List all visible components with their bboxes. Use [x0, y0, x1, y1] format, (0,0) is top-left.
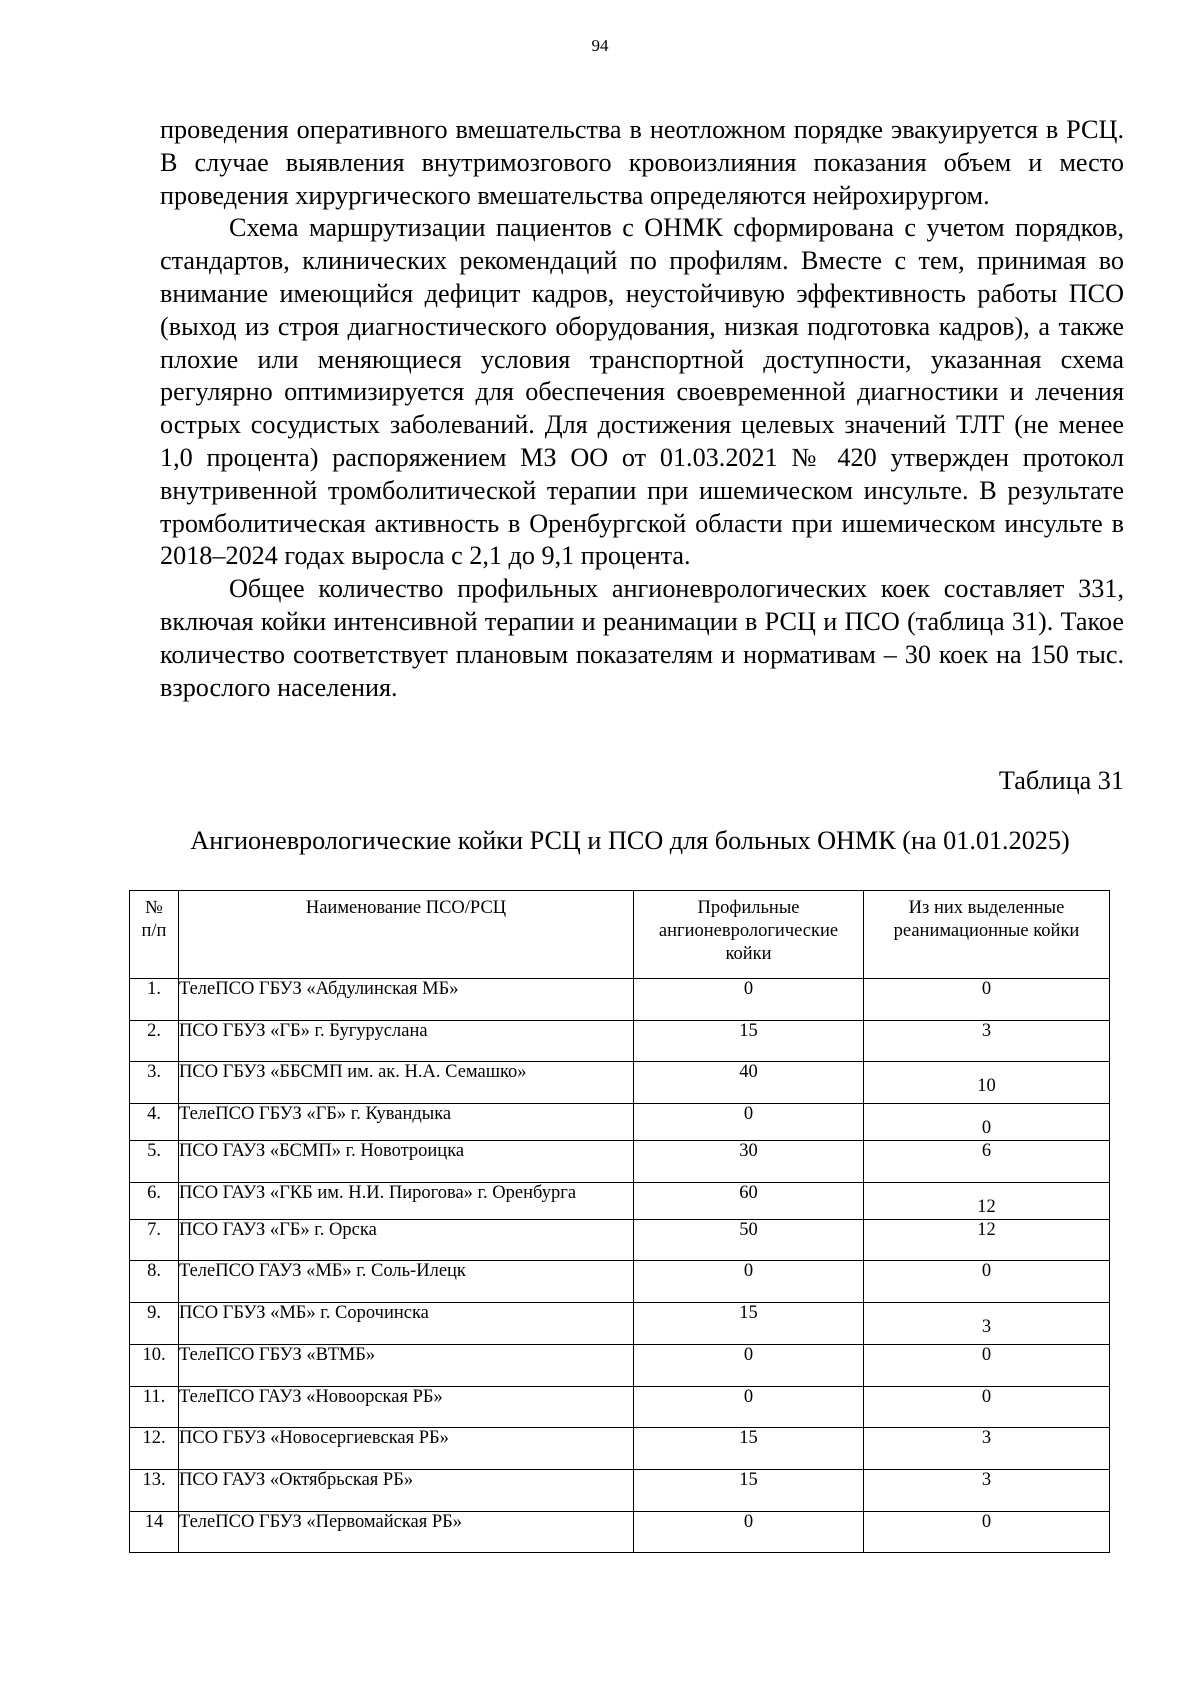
row-name: ТелеПСО ГАУЗ «МБ» г. Соль-Илецк	[179, 1261, 634, 1303]
row-resus: 0	[864, 1511, 1110, 1553]
row-name: ТелеПСО ГАУЗ «Новоорская РБ»	[179, 1386, 634, 1428]
row-beds: 0	[634, 979, 864, 1021]
row-beds: 15	[634, 1020, 864, 1062]
row-beds: 0	[634, 1104, 864, 1141]
row-name: ПСО ГБУЗ «Новосергиевская РБ»	[179, 1428, 634, 1470]
row-resus: 12	[864, 1182, 1110, 1219]
row-resus: 12	[864, 1219, 1110, 1261]
row-beds: 0	[634, 1261, 864, 1303]
table-row	[130, 1344, 1110, 1386]
table-row	[130, 1469, 1110, 1511]
row-resus: 6	[864, 1141, 1110, 1183]
table-title: Ангионеврологические койки РСЦ и ПСО для больных ОНМК (на 01.01.2025)	[190, 826, 1070, 855]
row-name: ТелеПСО ГБУЗ «ВТМБ»	[179, 1344, 634, 1386]
row-number: 6.	[130, 1182, 179, 1219]
table-row	[130, 1261, 1110, 1303]
table-row	[130, 1219, 1110, 1261]
row-name: ТелеПСО ГБУЗ «ГБ» г. Кувандыка	[179, 1104, 634, 1141]
row-number: 12.	[130, 1428, 179, 1470]
row-name: ПСО ГБУЗ «МБ» г. Сорочинска	[179, 1303, 634, 1345]
row-resus: 0	[864, 1104, 1110, 1141]
row-number: 8.	[130, 1261, 179, 1303]
row-name: ПСО ГАУЗ «ГБ» г. Орска	[179, 1219, 634, 1261]
row-resus: 3	[864, 1303, 1110, 1345]
header-no	[130, 891, 179, 979]
row-resus: 0	[864, 1386, 1110, 1428]
row-beds: 60	[634, 1182, 864, 1219]
table-number-label: Таблица 31	[998, 766, 1124, 795]
row-beds: 50	[634, 1219, 864, 1261]
row-resus: 0	[864, 979, 1110, 1021]
table-row	[130, 1020, 1110, 1062]
row-name: ПСО ГАУЗ «ГКБ им. Н.И. Пирогова» г. Оренбурга	[179, 1182, 634, 1219]
row-number: 5.	[130, 1141, 179, 1183]
row-name: ПСО ГАУЗ «БСМП» г. Новотроицка	[179, 1141, 634, 1183]
paragraph-3: Общее количество профильных ангионеврологических коек составляет 331, включая койки интенсивной терапии и реанимации в РСЦ и ПСО (таблица 31). Такое количество соответствует плановым показателям и нормативам – 30 коек на 150 тыс. взрослого населения.	[160, 574, 1124, 702]
header-name	[179, 891, 634, 979]
table-row	[130, 1428, 1110, 1470]
header-beds	[634, 891, 864, 979]
table-row	[130, 1511, 1110, 1553]
row-number: 9.	[130, 1303, 179, 1345]
table-header-row	[130, 891, 1110, 979]
header-beds-line2: ангионеврологические	[658, 921, 839, 941]
header-beds-line3: койки	[725, 944, 772, 964]
row-resus: 3	[864, 1428, 1110, 1470]
row-resus: 0	[864, 1261, 1110, 1303]
paragraph-1: проведения оперативного вмешательства в неотложном порядке эвакуируется в РСЦ. В случае выявления внутримозгового кровоизлияния показания объем и место проведения хирургического вмешательства определяются нейрохирургом.	[160, 115, 1124, 210]
row-name: ПСО ГАУЗ «Октябрьская РБ»	[179, 1469, 634, 1511]
table-row	[130, 1182, 1110, 1219]
header-no-line2: п/п	[141, 921, 167, 941]
row-beds: 15	[634, 1303, 864, 1345]
beds-table	[129, 890, 1110, 1553]
row-number: 3.	[130, 1062, 179, 1104]
row-name: ТелеПСО ГБУЗ «Первомайская РБ»	[179, 1511, 634, 1553]
header-resus-line2: реанимационные койки	[893, 921, 1080, 941]
header-no-line1: №	[145, 898, 163, 918]
row-beds: 30	[634, 1141, 864, 1183]
row-beds: 15	[634, 1469, 864, 1511]
table-row	[130, 1104, 1110, 1141]
body-text	[160, 114, 1124, 704]
row-resus: 0	[864, 1344, 1110, 1386]
row-number: 2.	[130, 1020, 179, 1062]
row-beds: 0	[634, 1386, 864, 1428]
row-name: ТелеПСО ГБУЗ «Абдулинская МБ»	[179, 979, 634, 1021]
table-row	[130, 1062, 1110, 1104]
row-beds: 15	[634, 1428, 864, 1470]
row-number: 11.	[130, 1386, 179, 1428]
row-number: 10.	[130, 1344, 179, 1386]
row-number: 13.	[130, 1469, 179, 1511]
table-row	[130, 1141, 1110, 1183]
table-row	[130, 1303, 1110, 1345]
page-number: 94	[591, 36, 609, 55]
header-resus-line1: Из них выделенные	[908, 898, 1065, 918]
header-name-text: Наименование ПСО/РСЦ	[305, 898, 507, 918]
header-resus	[864, 891, 1110, 979]
row-name: ПСО ГБУЗ «ГБ» г. Бугуруслана	[179, 1020, 634, 1062]
row-resus: 3	[864, 1020, 1110, 1062]
paragraph-2: Схема маршрутизации пациентов с ОНМК сформирована с учетом порядков, стандартов, клинических рекомендаций по профилям. Вместе с тем, принимая во внимание имеющийся дефицит кадров, неустойчивую эффективность работы ПСО (выход из строя диагностического оборудования, низкая подготовка кадров), а также плохие или меняющиеся условия транспортной доступности, указанная схема регулярно оптимизируется для обеспечения своевременной диагностики и лечения острых сосудистых заболеваний. Для достижения целевых значений ТЛТ (не менее 1,0 процента) распоряжением МЗ ОО от 01.03.2021 № 420 утвержден протокол внутривенной тромболитической терапии при ишемическом инсульте. В результате тромболитическая активность в Оренбургской области при ишемическом инсульте в 2018–2024 годах выросла с 2,1 до 9,1 процента.	[160, 213, 1124, 571]
row-name: ПСО ГБУЗ «ББСМП им. ак. Н.А. Семашко»	[179, 1062, 634, 1104]
row-number: 1.	[130, 979, 179, 1021]
table-row	[130, 1386, 1110, 1428]
row-beds: 0	[634, 1344, 864, 1386]
row-number: 7.	[130, 1219, 179, 1261]
row-beds: 0	[634, 1511, 864, 1553]
row-number: 4.	[130, 1104, 179, 1141]
table-row	[130, 979, 1110, 1021]
row-beds: 40	[634, 1062, 864, 1104]
row-resus: 3	[864, 1469, 1110, 1511]
row-number: 14	[130, 1511, 179, 1553]
header-beds-line1: Профильные	[697, 898, 800, 918]
row-resus: 10	[864, 1062, 1110, 1104]
